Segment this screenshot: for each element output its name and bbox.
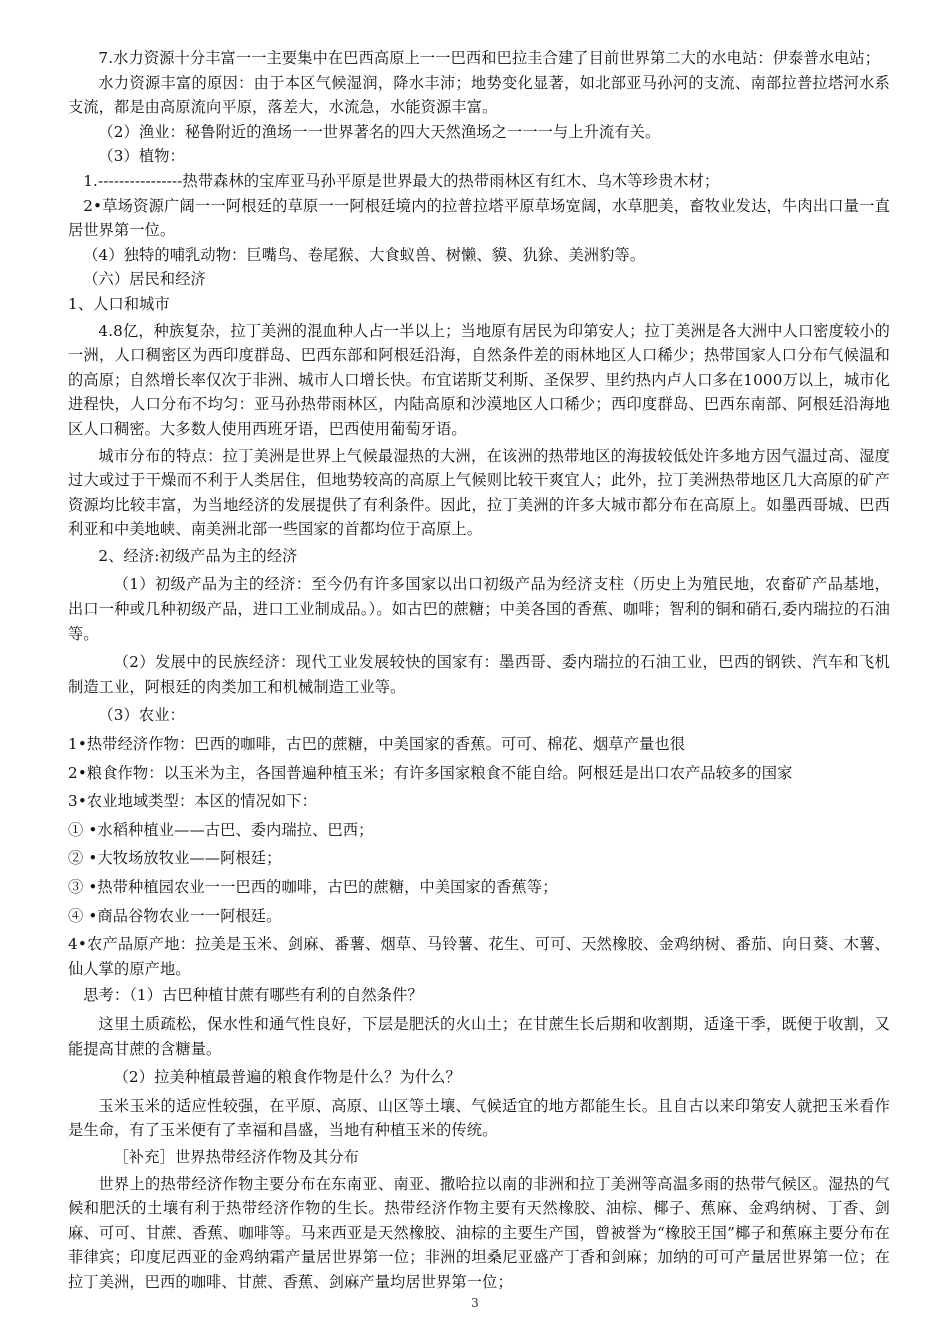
heading-economy: 2、经济:初级产品为主的经济	[98, 546, 298, 565]
list-item-plantation: ③ •热带种植园农业一一巴西的咖啡，古巴的蔗糖，中美国家的香蕉等；	[68, 878, 558, 896]
answer-corn: 玉米玉米的适应性较强，在平原、高原、山区等土壤、气候适宜的地方都能生长。且自古以来印第安人就把玉米看作是生命，有了玉米便有了幸福和昌盛，当地有种植玉米的传统。	[68, 1096, 890, 1140]
heading-population-cities: 1、人口和城市	[68, 294, 170, 313]
paragraph-origin: 4•农产品原产地：拉美是玉米、剑麻、番薯、烟草、马铃薯、花生、可可、天然橡胶、金鸡纳树、番茄、向日葵、木薯、仙人掌的原产地。	[68, 935, 890, 978]
question-sugarcane: 思考：（1）古巴种植甘蔗有哪些有利的自然条件？	[83, 986, 423, 1005]
paragraph-rainforest: 1.----------------热带森林的宝库亚马孙平原是世界最大的热带雨林区有红木、乌木等珍贵木材；	[83, 171, 720, 190]
list-item-grain: ④ •商品谷物农业一一阿根廷。	[68, 906, 282, 925]
paragraph-primary-products: （1）初级产品为主的经济：至今仍有许多国家以出口初级产品为经济支柱（历史上为殖民地，农畜矿产品基地，出口一种或几种初级产品，进口工业制成品。）。如古巴的蔗糖；中美各国的香蕉、咖啡；智利的铜和硝石,委内瑞拉的石油等。	[68, 575, 890, 643]
paragraph-tropical-crops: 世界上的热带经济作物主要分布在东南亚、南亚、撒哈拉以南的非洲和拉丁美洲等高温多雨的热带气候区。湿热的气候和肥沃的土壤有利于热带经济作物的生长。热带经济作物主要有天然橡胶、油棕、椰子、蕉麻、金鸡纳树、丁香、剑麻、可可、甘蔗、香蕉、咖啡等。马来西亚是天然橡胶、油棕的主要生产国，曾被誉为“橡胶王国”椰子和蕉麻主要分布在菲律宾；印度尼西亚的金鸡纳霜产量居世界第一位；非洲的坦桑尼亚盛产丁香和剑麻；加纳的可可产量居世界第一位；在拉丁美洲，巴西的咖啡、甘蔗、香蕉、剑麻产量均居世界第一位；	[68, 1174, 890, 1291]
heading-plants: （3）植物：	[98, 147, 185, 166]
paragraph-grassland: 2•草场资源广阔一一阿根廷的草原一一阿根廷境内的拉普拉塔平原草场宽阔，水草肥美，畜牧业发达，牛肉出口量一直居世界第一位。	[68, 196, 890, 240]
paragraph-hydropower: 7.水力资源十分丰富一一主要集中在巴西高原上一一巴西和巴拉圭合建了目前世界第二大的水电站：伊泰普水电站；	[98, 49, 881, 67]
heading-residents-economy: （六）居民和经济	[83, 270, 206, 289]
list-item-rice: ① •水稻种植业——古巴、委内瑞拉、巴西；	[68, 820, 374, 839]
paragraph-food-crops: 2•粮食作物：以玉米为主，各国普遍种植玉米；有许多国家粮食不能自给。阿根廷是出口农产品较多的国家	[68, 763, 793, 782]
paragraph-cash-crops: 1•热带经济作物：巴西的咖啡，古巴的蔗糖，中美国家的香蕉。可可、棉花、烟草产量也很	[68, 735, 686, 754]
paragraph-population: 4.8亿，种族复杂，拉丁美洲的混血种人占一半以上；当地原有居民为印第安人；拉丁美洲是各大洲中人口密度较小的一洲，人口稠密区为西印度群岛、巴西东部和阿根廷沿海，自然条件差的雨林地区人口稀少；热带国家人口分布气候温和的高原；自然增长率仅次于非洲、城市人口增长快。布宜诺斯艾利斯、圣保罗、里约热内卢人口多在1000万以上，城市化进程快，人口分布不均匀：亚马孙热带雨林区，内陆高原和沙漠地区人口稀少；西印度群岛、巴西东南部、阿根廷沿海地区人口稠密。大多数人使用西班牙语，巴西使用葡萄牙语。	[68, 321, 890, 438]
document-body	[68, 46, 890, 1295]
paragraph-fishery: （2）渔业：秘鲁附近的渔场一一世界著名的四大天然渔场之一一一与上升流有关。	[98, 122, 661, 141]
heading-agriculture: （3）农业：	[98, 706, 185, 725]
heading-supplement: ［补充］世界热带经济作物及其分布	[113, 1147, 359, 1166]
heading-agri-types: 3•农业地域类型：本区的情况如下：	[68, 792, 317, 811]
answer-sugarcane: 这里土质疏松，保水性和通气性良好，下层是肥沃的火山土；在甘蔗生长后期和收割期，适逢干季，既便于收割，又能提高甘蔗的含糖量。	[68, 1014, 890, 1058]
question-corn: （2）拉美种植最普遍的粮食作物是什么？为什么？	[113, 1068, 461, 1087]
paragraph-city-distribution: 城市分布的特点：拉丁美洲是世界上气候最湿热的大洲，在该洲的热带地区的海拔较低处许多地方因气温过高、湿度过大或过于干燥而不利于人类居住，但地势较高的高原上气候则比较干爽宜人；此外，拉丁美洲热带地区几大高原的矿产资源均比较丰富，为当地经济的发展提供了有利条件。因此，拉丁美洲的许多大城市都分布在高原上。如墨西哥城、巴西利亚和中美地峡、南美洲北部一些国家的首都均位于高原上。	[68, 446, 890, 539]
paragraph-hydropower-reason: 水力资源丰富的原因：由于本区气候湿润，降水丰沛；地势变化显著，如北部亚马孙河的支流、南部拉普拉塔河水系支流，都是由高原流向平原，落差大，水流急，水能资源丰富。	[68, 73, 890, 117]
paragraph-mammals: （4）独特的哺乳动物：巨嘴鸟、卷尾猴、大食蚁兽、树懒、貘、犰狳、美洲豹等。	[83, 245, 646, 264]
list-item-ranching: ② •大牧场放牧业——阿根廷；	[68, 849, 282, 868]
paragraph-national-economy: （2）发展中的民族经济：现代工业发展较快的国家有：墨西哥、委内瑞拉的石油工业，巴西的钢铁、汽车和飞机制造工业，阿根廷的肉类加工和机械制造工业等。	[68, 653, 890, 696]
page-number: 3	[471, 1296, 479, 1310]
